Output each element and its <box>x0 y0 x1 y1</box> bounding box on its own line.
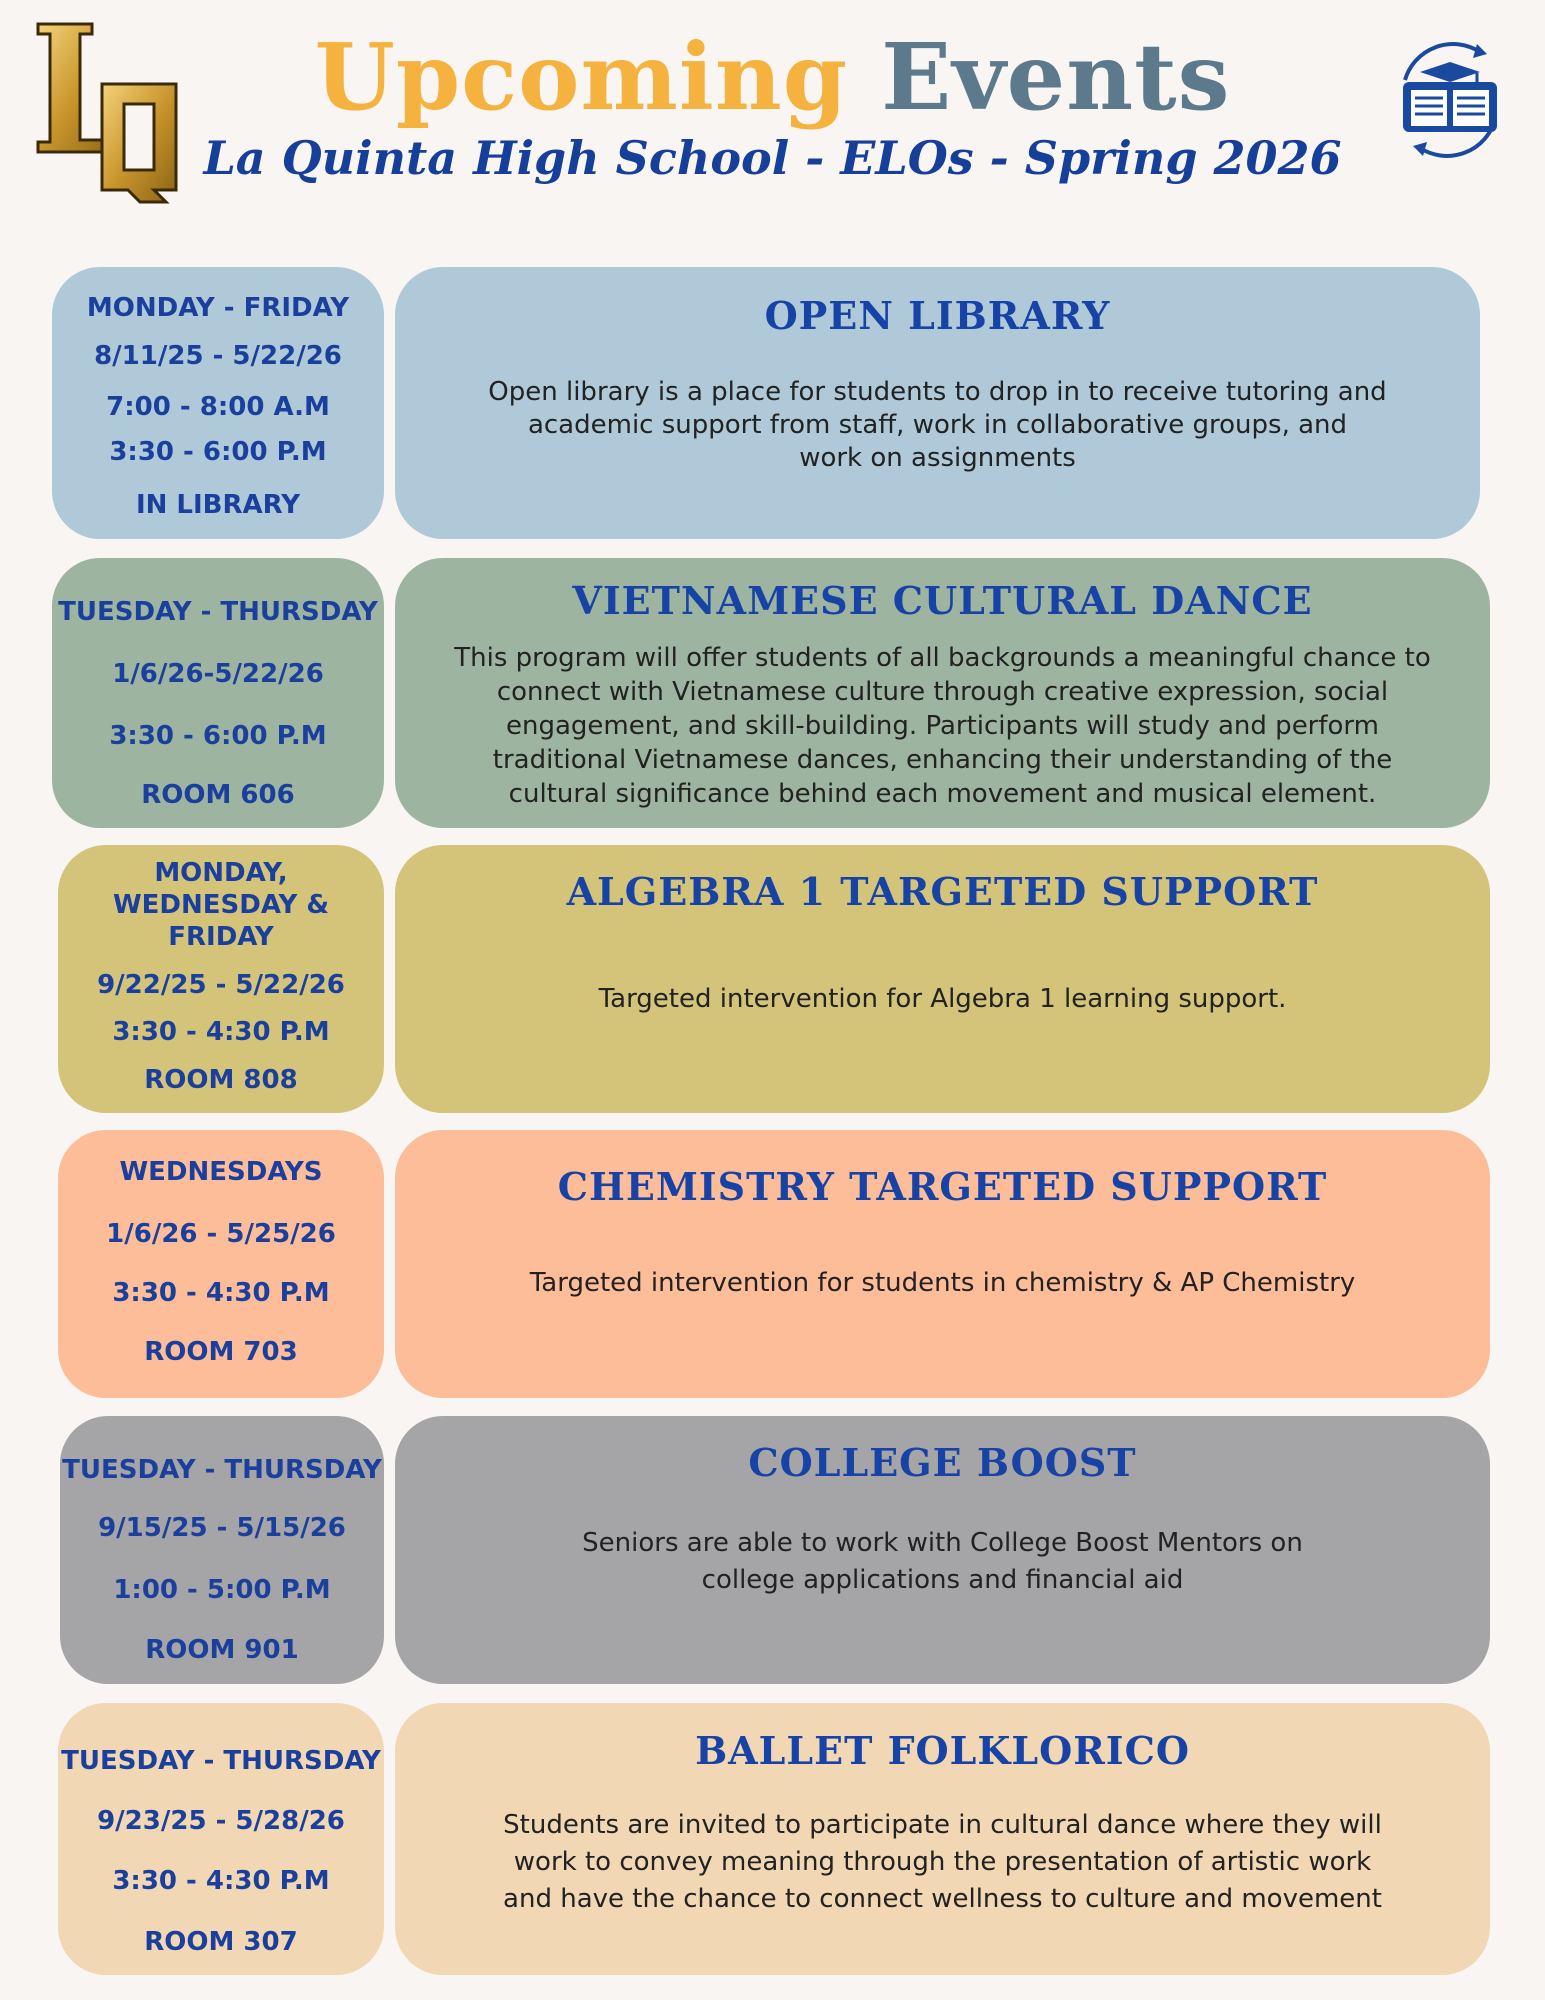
schedule-time-morning: 7:00 - 8:00 A.M <box>106 392 330 422</box>
schedule-location: ROOM 606 <box>141 780 295 810</box>
event-description-line: Students are invited to participate in cultural dance where they will <box>503 1810 1382 1840</box>
event-description-line: Targeted intervention for students in chemistry & AP Chemistry <box>529 1268 1356 1298</box>
event-description-line: and have the chance to connect wellness to culture and movement <box>503 1884 1382 1914</box>
schedule-time: 3:30 - 6:00 P.M <box>109 721 327 751</box>
schedule-dates: 9/22/25 - 5/22/26 <box>97 970 345 1000</box>
schedule-location: ROOM 808 <box>144 1065 298 1095</box>
schedule-location: ROOM 307 <box>144 1927 298 1957</box>
event-description-line: This program will offer students of all backgrounds a meaningful chance to <box>454 643 1431 673</box>
schedule-days: MONDAY, <box>154 858 288 888</box>
event-title: VIETNAMESE CULTURAL DANCE <box>572 578 1313 623</box>
schedule-dates: 9/23/25 - 5/28/26 <box>97 1806 345 1836</box>
event-title: ALGEBRA 1 TARGETED SUPPORT <box>566 869 1319 914</box>
event-description-line: work to convey meaning through the presentation of artistic work <box>513 1847 1372 1877</box>
event-description-line: work on assignments <box>799 443 1076 473</box>
schedule-dates: 1/6/26 - 5/25/26 <box>106 1219 336 1249</box>
event-description-line: Open library is a place for students to drop in to receive tutoring and <box>488 377 1387 407</box>
event-description-line: cultural significance behind each movement and musical element. <box>508 779 1377 809</box>
schedule-time: 3:30 - 4:30 P.M <box>112 1866 330 1896</box>
event-open-library <box>395 267 1480 539</box>
event-schedule-algebra <box>58 845 384 1113</box>
event-algebra-1-targeted-support <box>395 845 1490 1113</box>
event-ballet-folklorico <box>395 1703 1490 1975</box>
event-title: COLLEGE BOOST <box>748 1440 1137 1485</box>
book-cycle-icon <box>1385 40 1515 160</box>
event-college-boost <box>395 1416 1490 1684</box>
page-title <box>0 22 1545 132</box>
schedule-location: IN LIBRARY <box>135 490 301 520</box>
schedule-days: WEDNESDAY & <box>112 890 330 920</box>
event-vietnamese-cultural-dance <box>395 558 1490 828</box>
schedule-days: TUESDAY - THURSDAY <box>58 597 378 627</box>
schedule-time-afternoon: 3:30 - 6:00 P.M <box>109 437 327 467</box>
schedule-dates: 8/11/25 - 5/22/26 <box>94 341 342 371</box>
schedule-days: WEDNESDAYS <box>119 1157 323 1187</box>
event-description-line: academic support from staff, work in collaborative groups, and <box>527 410 1348 440</box>
schedule-days: TUESDAY - THURSDAY <box>62 1455 382 1485</box>
event-description-line: Seniors are able to work with College Boost Mentors on <box>582 1528 1303 1558</box>
event-description-line: connect with Vietnamese culture through creative expression, social <box>496 677 1389 707</box>
event-schedule-ballet-folklorico <box>58 1703 384 1975</box>
schedule-days: FRIDAY <box>168 922 274 952</box>
schedule-time: 3:30 - 4:30 P.M <box>112 1278 330 1308</box>
event-description-line: Targeted intervention for Algebra 1 learning support. <box>598 984 1287 1014</box>
title-word-events: Events <box>881 23 1231 131</box>
event-schedule-chemistry <box>58 1130 384 1398</box>
event-schedule-college-boost <box>60 1416 384 1684</box>
event-description-line: college applications and financial aid <box>701 1565 1184 1595</box>
schedule-dates: 9/15/25 - 5/15/26 <box>98 1513 346 1543</box>
event-schedule-open-library <box>52 267 384 539</box>
page-subtitle: La Quinta High School - ELOs - Spring 2026 <box>203 131 1342 185</box>
event-schedule-vietnamese-dance <box>52 558 384 828</box>
event-description-line: traditional Vietnamese dances, enhancing their understanding of the <box>492 745 1393 775</box>
schedule-dates: 1/6/26-5/22/26 <box>112 659 324 689</box>
schedule-days: MONDAY - FRIDAY <box>86 293 350 323</box>
event-title: BALLET FOLKLORICO <box>695 1728 1190 1773</box>
schedule-time: 1:00 - 5:00 P.M <box>113 1575 331 1605</box>
schedule-location: ROOM 703 <box>144 1337 298 1367</box>
event-title: CHEMISTRY TARGETED SUPPORT <box>557 1164 1328 1209</box>
title-word-upcoming: Upcoming <box>314 23 849 131</box>
schedule-time: 3:30 - 4:30 P.M <box>112 1017 330 1047</box>
event-description-line: engagement, and skill-building. Participants will study and perform <box>506 711 1379 741</box>
schedule-days: TUESDAY - THURSDAY <box>61 1746 381 1776</box>
event-chemistry-targeted-support <box>395 1130 1490 1398</box>
event-title: OPEN LIBRARY <box>764 293 1111 338</box>
schedule-location: ROOM 901 <box>145 1635 299 1665</box>
